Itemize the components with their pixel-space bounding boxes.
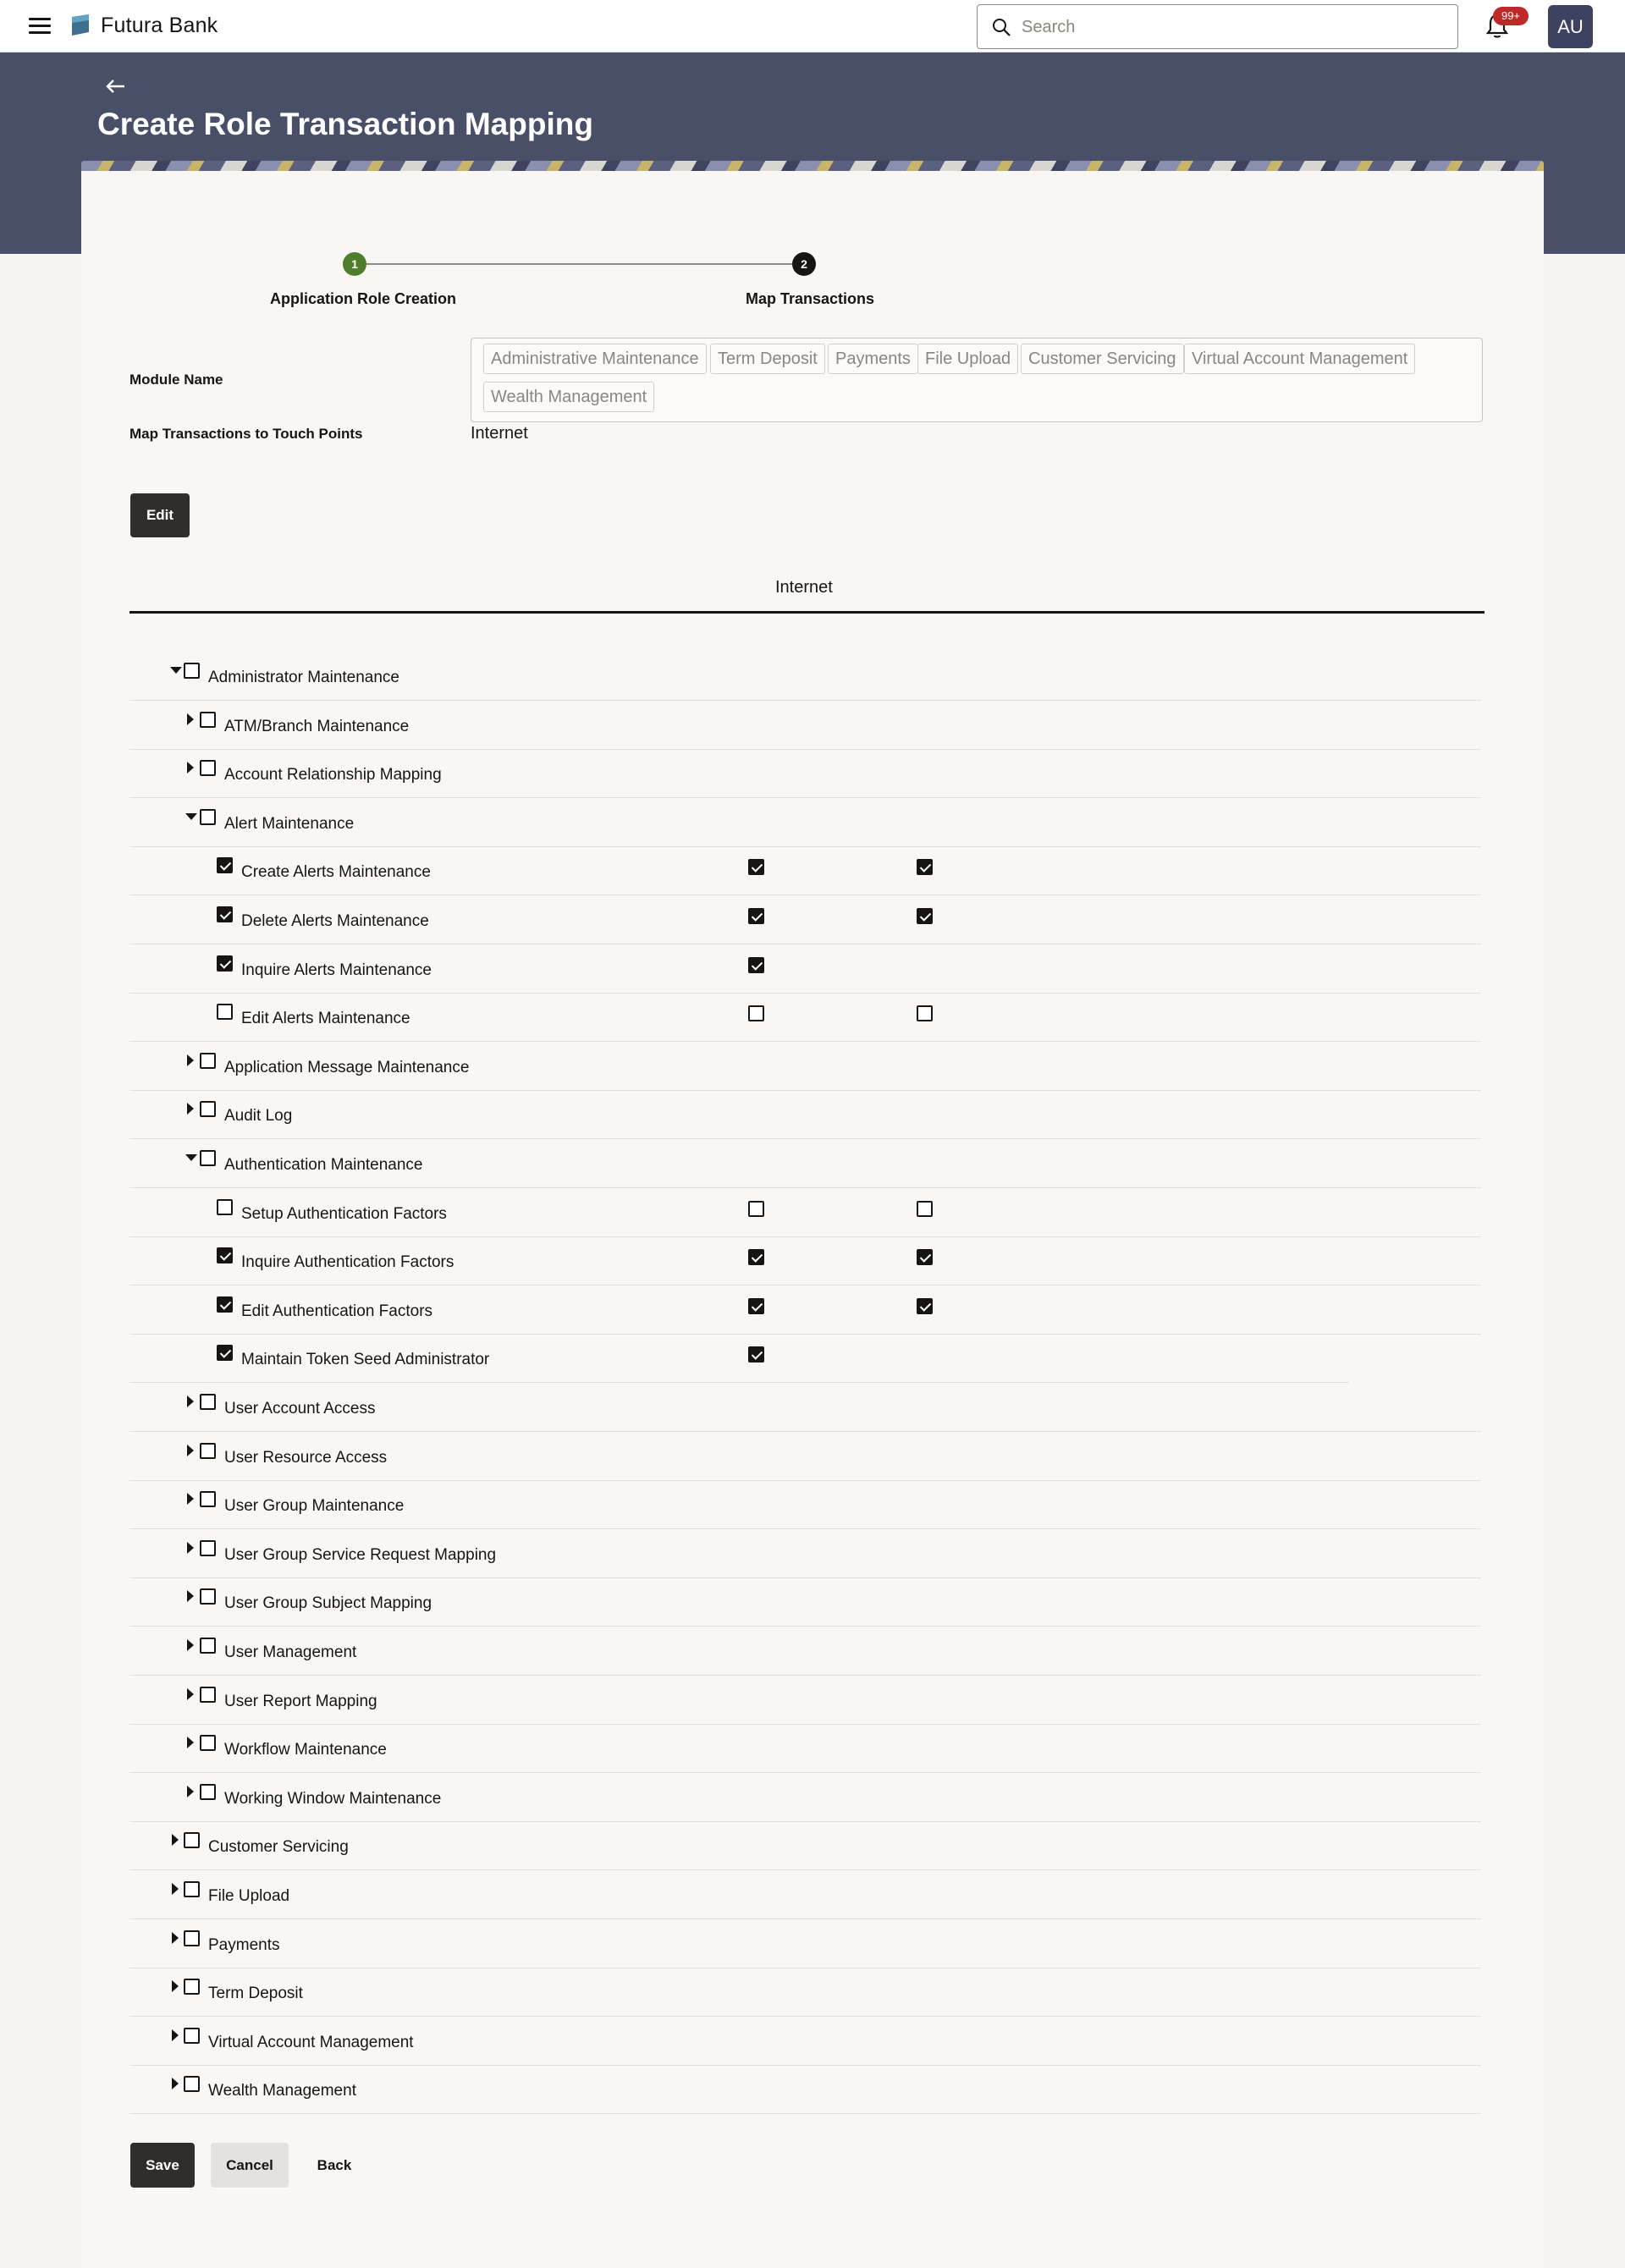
tree-row xyxy=(129,1432,1481,1481)
touch-point-column-header xyxy=(129,575,1485,614)
tree-row xyxy=(129,1968,1481,2017)
expand-caret-icon[interactable] xyxy=(172,1932,179,1944)
transaction-row xyxy=(129,1285,1481,1335)
access-checkbox[interactable] xyxy=(748,1346,764,1362)
page-title: Create Role Transaction Mapping xyxy=(97,107,593,141)
column-header-internet: Internet xyxy=(775,578,833,597)
expand-caret-icon[interactable] xyxy=(172,2078,179,2089)
notification-badge: 99+ xyxy=(1493,7,1529,25)
row-label: Working Window Maintenance xyxy=(224,1789,442,1808)
row-label: Authentication Maintenance xyxy=(224,1156,423,1174)
row-label: User Group Subject Mapping xyxy=(224,1594,432,1613)
row-checkbox[interactable] xyxy=(200,1150,216,1166)
row-label: User Resource Access xyxy=(224,1448,388,1467)
row-checkbox[interactable] xyxy=(217,955,233,972)
transaction-row xyxy=(129,944,1481,994)
row-label: Edit Authentication Factors xyxy=(241,1302,433,1320)
transaction-row xyxy=(129,846,1481,895)
cancel-button[interactable]: Cancel xyxy=(211,2143,289,2188)
back-button[interactable]: Back xyxy=(305,2143,364,2188)
row-label: User Account Access xyxy=(224,1400,376,1418)
main-card xyxy=(81,161,1544,2268)
search-box[interactable] xyxy=(977,4,1458,49)
module-chip: Administrative Maintenance xyxy=(483,344,707,374)
expand-caret-icon[interactable] xyxy=(187,1103,194,1115)
touch-points-value: Internet xyxy=(471,424,528,443)
transaction-row xyxy=(129,1334,1349,1383)
module-chip: Payments xyxy=(828,344,918,374)
decorative-banner xyxy=(81,161,1544,171)
row-checkbox[interactable] xyxy=(217,1345,233,1361)
expand-caret-icon[interactable] xyxy=(172,1883,179,1895)
access-checkbox[interactable] xyxy=(748,1298,764,1314)
tree-row xyxy=(129,2017,1481,2066)
module-chip: Customer Servicing xyxy=(1021,344,1184,374)
row-label: Workflow Maintenance xyxy=(224,1741,387,1759)
row-label: User Report Mapping xyxy=(224,1692,377,1710)
expand-caret-icon[interactable] xyxy=(187,1445,194,1456)
row-checkbox[interactable] xyxy=(200,1491,216,1507)
collapse-caret-icon[interactable] xyxy=(170,667,182,674)
access-checkbox[interactable] xyxy=(748,859,764,875)
row-checkbox[interactable] xyxy=(200,1638,216,1654)
access-checkbox[interactable] xyxy=(917,908,933,924)
row-label: User Group Service Request Mapping xyxy=(224,1545,497,1564)
user-avatar[interactable]: AU xyxy=(1548,5,1593,48)
top-bar xyxy=(0,0,1625,52)
collapse-caret-icon[interactable] xyxy=(185,813,197,820)
module-name-label: Module Name xyxy=(129,372,223,388)
transaction-row xyxy=(129,895,1481,944)
row-label: Term Deposit xyxy=(208,1984,303,2003)
row-checkbox[interactable] xyxy=(184,2076,200,2092)
row-checkbox[interactable] xyxy=(217,1004,233,1020)
row-label: ATM/Branch Maintenance xyxy=(224,717,410,735)
brand-name[interactable]: Futura Bank xyxy=(101,14,218,37)
row-checkbox[interactable] xyxy=(184,663,200,679)
tree-row xyxy=(129,1577,1481,1627)
row-label: Inquire Alerts Maintenance xyxy=(241,961,432,979)
row-checkbox[interactable] xyxy=(200,1540,216,1556)
expand-caret-icon[interactable] xyxy=(187,1737,194,1748)
row-label: Virtual Account Management xyxy=(208,2033,414,2051)
row-checkbox[interactable] xyxy=(217,857,233,873)
row-checkbox[interactable] xyxy=(217,906,233,922)
row-label: Inquire Authentication Factors xyxy=(241,1253,454,1272)
tree-row xyxy=(129,1480,1481,1529)
row-label: Delete Alerts Maintenance xyxy=(241,912,429,930)
row-checkbox[interactable] xyxy=(217,1247,233,1263)
row-checkbox[interactable] xyxy=(200,712,216,728)
expand-caret-icon[interactable] xyxy=(172,1980,179,1992)
tree-row xyxy=(129,1529,1481,1578)
tree-row xyxy=(129,798,1481,847)
row-checkbox[interactable] xyxy=(184,1979,200,1995)
tree-row xyxy=(129,701,1481,750)
tree-row xyxy=(129,1139,1481,1188)
row-label: Account Relationship Mapping xyxy=(224,766,442,784)
module-name-field[interactable] xyxy=(471,338,1483,422)
step-1-label: Application Role Creation xyxy=(270,290,457,307)
tree-row xyxy=(129,1821,1481,1870)
step-1-indicator[interactable]: 1 xyxy=(343,252,366,276)
row-checkbox[interactable] xyxy=(200,1588,216,1605)
tree-row xyxy=(129,1090,1481,1139)
tree-row xyxy=(129,1676,1481,1725)
row-checkbox[interactable] xyxy=(200,809,216,825)
row-label: File Upload xyxy=(208,1887,290,1905)
row-label: User Management xyxy=(224,1643,357,1661)
row-checkbox[interactable] xyxy=(200,1784,216,1800)
module-chip: Wealth Management xyxy=(483,382,654,412)
tree-row xyxy=(129,1724,1481,1773)
row-checkbox[interactable] xyxy=(200,1394,216,1410)
access-checkbox[interactable] xyxy=(748,957,764,973)
row-label: Customer Servicing xyxy=(208,1838,349,1857)
access-checkbox[interactable] xyxy=(917,1201,933,1217)
hamburger-menu-icon[interactable] xyxy=(29,18,51,35)
row-checkbox[interactable] xyxy=(200,1687,216,1703)
expand-caret-icon[interactable] xyxy=(187,1395,194,1407)
row-checkbox[interactable] xyxy=(200,1053,216,1069)
row-label: Create Alerts Maintenance xyxy=(241,863,431,882)
tree-row xyxy=(129,1042,1481,1091)
edit-button[interactable]: Edit xyxy=(130,493,190,537)
row-checkbox[interactable] xyxy=(200,1735,216,1751)
row-checkbox[interactable] xyxy=(184,1832,200,1848)
tree-row xyxy=(129,1383,1481,1432)
expand-caret-icon[interactable] xyxy=(187,1590,194,1602)
back-arrow-icon[interactable] xyxy=(104,76,126,96)
expand-caret-icon[interactable] xyxy=(187,713,194,725)
row-label: Payments xyxy=(208,1935,280,1954)
stepper-line xyxy=(355,263,802,265)
expand-caret-icon[interactable] xyxy=(187,1639,194,1651)
row-checkbox[interactable] xyxy=(200,1101,216,1117)
transaction-row xyxy=(129,1236,1481,1285)
expand-caret-icon[interactable] xyxy=(187,762,194,773)
save-button[interactable]: Save xyxy=(130,2143,195,2188)
search-icon xyxy=(991,17,1011,37)
access-checkbox[interactable] xyxy=(748,908,764,924)
expand-caret-icon[interactable] xyxy=(187,1542,194,1554)
transaction-row xyxy=(129,1188,1481,1237)
tree-row xyxy=(129,1919,1481,1968)
row-label: Alert Maintenance xyxy=(224,814,355,833)
access-checkbox[interactable] xyxy=(748,1005,764,1021)
collapse-caret-icon[interactable] xyxy=(185,1154,197,1161)
module-chip: Term Deposit xyxy=(710,344,825,374)
module-chip: File Upload xyxy=(917,344,1018,374)
access-checkbox[interactable] xyxy=(917,1298,933,1314)
row-label: Edit Alerts Maintenance xyxy=(241,1010,410,1028)
row-label: Maintain Token Seed Administrator xyxy=(241,1351,490,1369)
row-checkbox[interactable] xyxy=(200,1443,216,1459)
tree-row xyxy=(129,749,1481,798)
step-2-label: Map Transactions xyxy=(746,290,875,307)
tree-row xyxy=(129,1870,1481,1919)
row-checkbox[interactable] xyxy=(200,760,216,776)
tree-row xyxy=(129,1627,1481,1676)
bank-logo-icon xyxy=(69,14,91,37)
row-label: Audit Log xyxy=(224,1107,293,1126)
expand-caret-icon[interactable] xyxy=(187,1688,194,1700)
row-checkbox[interactable] xyxy=(184,2028,200,2044)
access-checkbox[interactable] xyxy=(748,1201,764,1217)
touch-points-label: Map Transactions to Touch Points xyxy=(129,426,363,442)
row-label: Application Message Maintenance xyxy=(224,1058,470,1076)
row-checkbox[interactable] xyxy=(217,1199,233,1215)
row-label: Administrator Maintenance xyxy=(208,669,399,686)
row-label: User Group Maintenance xyxy=(224,1497,405,1516)
row-label: Setup Authentication Factors xyxy=(241,1204,447,1223)
expand-caret-icon[interactable] xyxy=(187,1786,194,1797)
access-checkbox[interactable] xyxy=(748,1249,764,1265)
tree-row xyxy=(129,652,1481,701)
expand-caret-icon[interactable] xyxy=(172,1834,179,1846)
expand-caret-icon[interactable] xyxy=(172,2029,179,2041)
tree-row xyxy=(129,2065,1481,2114)
access-checkbox[interactable] xyxy=(917,1005,933,1021)
step-2-indicator[interactable]: 2 xyxy=(792,252,816,276)
transaction-row xyxy=(129,993,1481,1042)
row-checkbox[interactable] xyxy=(217,1296,233,1313)
expand-caret-icon[interactable] xyxy=(187,1054,194,1066)
module-chip: Virtual Account Management xyxy=(1184,344,1415,374)
row-checkbox[interactable] xyxy=(184,1881,200,1897)
access-checkbox[interactable] xyxy=(917,1249,933,1265)
search-input[interactable] xyxy=(1022,14,1445,41)
access-checkbox[interactable] xyxy=(917,859,933,875)
expand-caret-icon[interactable] xyxy=(187,1493,194,1505)
row-checkbox[interactable] xyxy=(184,1930,200,1946)
tree-row xyxy=(129,1773,1481,1822)
row-label: Wealth Management xyxy=(208,2082,356,2100)
